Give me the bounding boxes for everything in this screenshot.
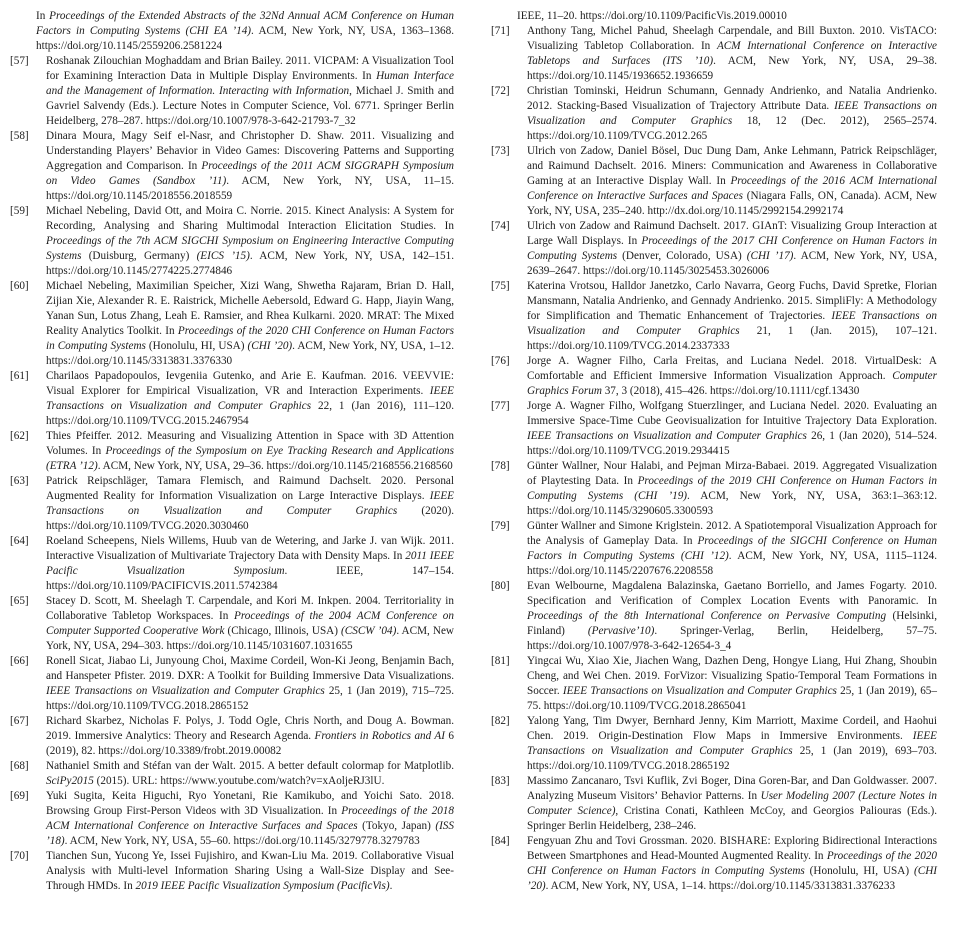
reference-venue-italic: IEEE Transactions on Visualization and Computer Graphics	[46, 685, 325, 697]
reference-venue-italic: Proceedings of the 7th ACM SIGCHI Symposium on Engineering Interactive Computing Systems	[46, 235, 454, 262]
reference-number: [66]	[10, 655, 29, 667]
reference-text-run: Yuki Sugita, Keita Higuchi, Ryo Yonetani, Rie Kamikubo, and Yoichi Sato. 2018. Browsing Group First-Person Videos with 3D Visualization. In	[46, 790, 454, 817]
reference-text-run: . ACM, New York, NY, USA, 363:1–363:12. https://doi.org/10.1145/3290605.3300593	[527, 490, 938, 517]
reference-text	[46, 54, 454, 129]
reference-text-run: . ACM, New York, NY, USA, 1–14. https://doi.org/10.1145/3313831.3376233	[545, 880, 896, 892]
reference-text-run: .	[389, 880, 393, 892]
reference-entry	[491, 354, 937, 399]
reference-text-run: (Helsinki, Finland)	[527, 610, 937, 637]
reference-text	[527, 219, 937, 279]
reference-number: [75]	[491, 280, 510, 292]
reference-text-run: Stacey D. Scott, M. Sheelagh T. Carpendale, and Kori M. Inkpen. 2004. Territoriality in Collaborative Tabletop Workspaces. In	[46, 595, 454, 622]
reference-text-run: Tianchen Sun, Yucong Ye, Issei Fujishiro, and Kwan-Liu Ma. 2019. Collaborative Visual Analysis with Multi-level Information Sharing Using a Wall-Size Display and See-Through HMDs. In	[46, 850, 454, 892]
reference-text-run: 22, 1 (Jan 2016), 111–120. https://doi.org/10.1109/TVCG.2015.2467954	[46, 400, 454, 427]
reference-text	[527, 24, 937, 84]
reference-text	[46, 279, 454, 369]
reference-entry	[491, 279, 937, 354]
reference-text	[46, 654, 454, 714]
reference-number: [58]	[10, 130, 29, 142]
reference-text-run: . ACM, New York, NY, USA, 294–303. https://doi.org/10.1145/1031607.1031655	[46, 625, 455, 652]
reference-text	[517, 9, 937, 24]
reference-venue-italic: ACM International Conference on Interactive Tabletops and Surfaces (ITS ’10)	[527, 40, 937, 67]
reference-text	[527, 654, 937, 714]
reference-entry	[491, 459, 937, 519]
reference-text-run: In	[36, 10, 50, 22]
reference-text-run: Massimo Zancanaro, Tsvi Kuflik, Zvi Boger, Dina Goren-Bar, and Dan Goldwasser. 2007. Analyzing Museum Visitors’ Behavior Patterns. In	[527, 775, 937, 802]
reference-venue-italic: Proceedings of the 2016 ACM International Conference on Interactive Surfaces and Spaces	[527, 175, 938, 202]
reference-text-run: . ACM, New York, NY, USA, 55–60. https://doi.org/10.1145/3279778.3279783	[64, 835, 420, 847]
reference-text-run: Thies Pfeiffer. 2012. Measuring and Visualizing Attention in Space with 3D Attention Volumes. In	[46, 430, 454, 457]
reference-text-run: Jorge A. Wagner Filho, Wolfgang Stuerzlinger, and Luciana Nedel. 2020. Evaluating an Immersive Space-Time Cube Geovisualization for Intuitive Trajectory Data Exploration.	[527, 400, 937, 427]
reference-venue-italic: Proceedings of the SIGCHI Conference on Human Factors in Computing Systems (CHI ’12)	[527, 535, 937, 562]
reference-text-run: 26, 1 (Jan 2020), 514–524. https://doi.org/10.1109/TVCG.2019.2934415	[527, 430, 938, 457]
reference-text-run: Dinara Moura, Magy Seif el-Nasr, and Christopher D. Shaw. 2011. Visualizing and Understanding Players’ Behavior in Video Games: Discovering Patterns and Supporting Aggregation and Comparison. In	[46, 130, 454, 172]
reference-venue-italic: 2011 IEEE Pacific Visualization Symposium	[46, 550, 454, 577]
reference-venue-italic: SciPy2015	[46, 775, 94, 787]
reference-text-run: 25, 1 (Jan 2019), 715–725. https://doi.org/10.1109/TVCG.2018.2865152	[46, 685, 454, 712]
reference-venue-italic: 2019 IEEE Pacific Visualization Symposium (PacificVis)	[135, 880, 390, 892]
reference-text	[527, 399, 937, 459]
reference-text	[527, 459, 937, 519]
reference-text-run: 21, 1 (Jan. 2015), 107–121. https://doi.org/10.1109/TVCG.2014.2337333	[527, 325, 937, 352]
reference-entry	[10, 789, 454, 849]
reference-venue-italic: (CSCW ’04)	[341, 625, 397, 637]
reference-number: [64]	[10, 535, 29, 547]
reference-venue-italic: Proceedings of the Extended Abstracts of the 32Nd Annual ACM Conference on Human Factors in Computing Systems (CHI EA ’14)	[36, 10, 454, 37]
reference-number: [76]	[491, 355, 510, 367]
reference-number: [69]	[10, 790, 29, 802]
reference-number: [57]	[10, 55, 29, 67]
reference-venue-italic: (EICS ’15)	[196, 250, 250, 262]
reference-venue-italic: IEEE Transactions on Visualization and Computer Graphics	[527, 730, 937, 757]
reference-text-run: (Honolulu, HI, USA)	[145, 340, 248, 352]
reference-number: [78]	[491, 460, 510, 472]
reference-text-run: Christian Tominski, Heidrun Schumann, Gennady Andrienko, and Natalia Andrienko. 2012. Stacking-Based Visualization of Trajectory Attribute Data.	[527, 85, 937, 112]
reference-entry	[10, 369, 454, 429]
reference-text	[46, 474, 454, 534]
reference-text-run: . IEEE, 147–154. https://doi.org/10.1109/PACIFICVIS.2011.5742384	[46, 565, 454, 592]
reference-number: [81]	[491, 655, 510, 667]
reference-entry	[491, 84, 937, 144]
reference-text	[46, 714, 454, 759]
reference-text-run: Fengyuan Zhu and Tovi Grossman. 2020. BISHARE: Exploring Bidirectional Interactions Between Smartphones and Head-Mounted Augmented Reality. In	[527, 835, 937, 862]
reference-text-run: Ulrich von Zadow, Daniel Bösel, Duc Dung Dam, Anke Lehmann, Patrick Reipschläger, and Raimund Dachselt. 2016. Miners: Communication and Awareness in Collaborative Gaming at an Interactive Display Wall. In	[527, 145, 937, 187]
reference-entry-continuation	[491, 9, 937, 24]
reference-text-run: Günter Wallner, Nour Halabi, and Pejman Mirza-Babaei. 2019. Aggregated Visualization of Playtesting Data. In	[527, 460, 937, 487]
reference-entry	[491, 714, 937, 774]
reference-venue-italic: IEEE Transactions on Visualization and Computer Graphics	[562, 685, 837, 697]
reference-text-run: 6 (2019), 82. https://doi.org/10.3389/frobt.2019.00082	[46, 730, 455, 757]
reference-text-run: Roeland Scheepens, Niels Willems, Huub van de Wetering, and Jarke J. van Wijk. 2011. Interactive Visualization of Multivariate Trajectory Data with Density Maps. In	[46, 535, 454, 562]
reference-text-run: IEEE, 11–20. https://doi.org/10.1109/PacificVis.2019.00010	[517, 10, 787, 22]
reference-entry	[491, 519, 937, 579]
reference-entry	[10, 129, 454, 204]
reference-text-run: Jorge A. Wagner Filho, Carla Freitas, and Luciana Nedel. 2018. VirtualDesk: A Comfortable and Efficient Immersive Information Visualization Approach.	[527, 355, 937, 382]
reference-venue-italic: Proceedings of the 2020 CHI Conference on Human Factors in Computing Systems	[46, 325, 454, 352]
reference-venue-italic: (CHI ’17)	[746, 250, 794, 262]
reference-number: [67]	[10, 715, 29, 727]
reference-text	[36, 9, 454, 54]
reference-number: [65]	[10, 595, 29, 607]
reference-venue-italic: (ISS ’18)	[46, 820, 454, 847]
reference-text-run: Michael Nebeling, Maximilian Speicher, Xizi Wang, Shwetha Rajaram, Brian D. Hall, Zijian Xie, Alexander R. E. Raistrick, Michelle Aebersold, Edward G. Happ, Jiayin Wang, Yanan Sun, Lotus Zhang, Leah E. Ramsier, and Rhea Kulkarni. 2020. MRAT: The Mixed Reality Analytics Toolkit. In	[46, 280, 454, 337]
reference-text-run: . ACM, New York, NY, USA, 11–15. https://doi.org/10.1145/2018556.2018559	[46, 175, 454, 202]
reference-venue-italic: IEEE Transactions on Visualization and Computer Graphics	[527, 310, 937, 337]
reference-number: [72]	[491, 85, 510, 97]
reference-text-run: . ACM, New York, NY, USA, 29–38. https://doi.org/10.1145/1936652.1936659	[527, 55, 937, 82]
reference-number: [80]	[491, 580, 510, 592]
reference-text-run: (Niagara Falls, ON, Canada). ACM, New York, NY, USA, 235–240. http://dx.doi.org/10.1145/2992154.2992174	[527, 190, 938, 217]
reference-text-run: . ACM, New York, NY, USA, 1–12. https://doi.org/10.1145/3313831.3376330	[46, 340, 454, 367]
reference-text-run: Richard Skarbez, Nicholas F. Polys, J. Todd Ogle, Chris North, and Doug A. Bowman. 2019. Immersive Analytics: Theory and Research Agenda.	[46, 715, 454, 742]
reference-venue-italic: (CHI ’20)	[247, 340, 293, 352]
reference-text-run: (Tokyo, Japan)	[357, 820, 436, 832]
reference-text-run: , Cristina Conati, Kathleen McCoy, and Georgios Paliouras (Eds.). Springer Berlin Heidelberg, 238–246.	[527, 805, 937, 832]
reference-venue-italic: IEEE Transactions on Visualization and Computer Graphics	[527, 430, 807, 442]
reference-text-run: 25, 1 (Jan 2019), 65–75. https://doi.org/10.1109/TVCG.2018.2865041	[527, 685, 937, 712]
reference-text	[527, 144, 937, 219]
reference-text-run: (Honolulu, HI, USA)	[804, 865, 914, 877]
reference-text-run: Günter Wallner and Simone Kriglstein. 2012. A Spatiotemporal Visualization Approach for the Analysis of Gameplay Data. In	[527, 520, 937, 547]
reference-entry	[10, 279, 454, 369]
reference-venue-italic: Frontiers in Robotics and AI	[314, 730, 445, 742]
reference-text	[527, 84, 937, 144]
reference-text-run: . ACM, New York, NY, USA, 1115–1124. https://doi.org/10.1145/2207676.2208558	[527, 550, 937, 577]
reference-text	[46, 534, 454, 594]
reference-entry	[491, 24, 937, 84]
reference-number: [63]	[10, 475, 29, 487]
reference-entry	[491, 834, 937, 894]
reference-text	[527, 519, 937, 579]
reference-number: [61]	[10, 370, 29, 382]
reference-venue-italic: (Pervasive’10)	[587, 625, 655, 637]
reference-text-run: (Chicago, Illinois, USA)	[224, 625, 342, 637]
reference-entry	[10, 714, 454, 759]
reference-text-run: Katerina Vrotsou, Halldor Janetzko, Carlo Navarra, Georg Fuchs, David Spretke, Florian Mansmann, Natalia Andrienko, and Gennady Andrienko. 2015. SimpliFly: A Methodology for Simplification and Thematic Enhancement of Trajectories.	[527, 280, 937, 322]
reference-text-run: Roshanak Zilouchian Moghaddam and Brian Bailey. 2011. VICPAM: A Visualization Tool for Examining Interaction Data in Multiple Display Environments. In	[46, 55, 454, 82]
reference-text	[527, 714, 937, 774]
reference-entry-continuation	[10, 9, 454, 54]
reference-text-run: Charilaos Papadopoulos, Ievgeniia Gutenko, and Arie E. Kaufman. 2016. VEEVVIE: Visual Explorer for Empirical Visualization, VR and Interaction Experiments.	[46, 370, 454, 397]
reference-venue-italic: Proceedings of the 8th International Conference on Pervasive Computing	[527, 610, 887, 622]
reference-column-right	[491, 9, 937, 894]
reference-text	[46, 429, 454, 474]
reference-text-run: Ronell Sicat, Jiabao Li, Junyoung Choi, Maxime Cordeil, Won-Ki Jeong, Benjamin Bach, and Hanspeter Pfister. 2019. DXR: A Toolkit for Building Immersive Data Visualizations.	[46, 655, 454, 682]
reference-number: [68]	[10, 760, 29, 772]
reference-entry	[491, 219, 937, 279]
reference-text-run: , Michael J. Smith and Gavriel Salvendy (Eds.). Lecture Notes in Computer Science, Vol. 6771. Springer Berlin Heidelberg, 278–287. https://doi.org/10.1007/978-3-642-21793-7_32	[46, 85, 454, 127]
reference-text	[46, 594, 454, 654]
reference-venue-italic: Proceedings of the Symposium on Eye Tracking Research and Applications (ETRA ’12)	[46, 445, 454, 472]
reference-text-run: (Duisburg, Germany)	[81, 250, 197, 262]
reference-text-run: . ACM, New York, NY, USA, 2639–2647. https://doi.org/10.1145/3025453.3026006	[527, 250, 938, 277]
reference-entry	[10, 204, 454, 279]
reference-number: [74]	[491, 220, 510, 232]
reference-text-run: 37, 3 (2018), 415–426. https://doi.org/10.1111/cgf.13430	[601, 385, 860, 397]
reference-entry	[10, 429, 454, 474]
reference-text-run: . ACM, New York, NY, USA, 1363–1368. https://doi.org/10.1145/2559206.2581224	[36, 25, 455, 52]
reference-text-run: (Denver, Colorado, USA)	[617, 250, 747, 262]
reference-text-run: . ACM, New York, NY, USA, 29–36. https://doi.org/10.1145/2168556.2168560	[97, 460, 453, 472]
reference-number: [71]	[491, 25, 510, 37]
reference-number: [77]	[491, 400, 510, 412]
reference-number: [82]	[491, 715, 510, 727]
reference-text	[527, 579, 937, 654]
reference-venue-italic: Proceedings of the 2019 CHI Conference on Human Factors in Computing Systems (CHI ’19)	[527, 475, 937, 502]
reference-column-left	[10, 9, 454, 894]
reference-number: [83]	[491, 775, 510, 787]
reference-number: [60]	[10, 280, 29, 292]
reference-text-run: Evan Welbourne, Magdalena Balazinska, Gaetano Borriello, and James Fogarty. 2010. Specification and Verification of Complex Location Events with Panoramic. In	[527, 580, 937, 607]
reference-entry	[491, 579, 937, 654]
reference-text-run: 25, 1 (Jan 2019), 693–703. https://doi.org/10.1109/TVCG.2018.2865192	[527, 745, 937, 772]
reference-text-run: Michael Nebeling, David Ott, and Moira C. Norrie. 2015. Kinect Analysis: A System for Recording, Analysing and Sharing Multimodal Interaction Elicitation Studies. In	[46, 205, 454, 232]
reference-text-run: Ulrich von Zadow and Raimund Dachselt. 2017. GIAnT: Visualizing Group Interaction at Large Wall Displays. In	[527, 220, 937, 247]
reference-venue-italic: (CHI ’20)	[527, 865, 937, 892]
reference-venue-italic: Proceedings of the 2020 CHI Conference on Human Factors in Computing Systems	[527, 850, 937, 877]
reference-text	[46, 849, 454, 894]
reference-text	[46, 369, 454, 429]
reference-venue-italic: Computer Graphics Forum	[527, 370, 937, 397]
reference-venue-italic: Proceedings of the 2011 ACM SIGGRAPH Symposium on Video Games (Sandbox ’11)	[46, 160, 454, 187]
reference-text	[527, 354, 937, 399]
reference-text-run: . ACM, New York, NY, USA, 142–151. https://doi.org/10.1145/2774225.2774846	[46, 250, 454, 277]
reference-number: [73]	[491, 145, 510, 157]
reference-text-run: 18, 12 (Dec. 2012), 2565–2574. https://doi.org/10.1109/TVCG.2012.265	[527, 115, 937, 142]
reference-venue-italic: Proceedings of the 2018 ACM International Conference on Interactive Surfaces and Spaces	[46, 805, 454, 832]
reference-entry	[10, 849, 454, 894]
reference-text-run: Yingcai Wu, Xiao Xie, Jiachen Wang, Dazhen Deng, Hongye Liang, Hui Zhang, Shoubin Cheng, and Wei Chen. 2019. ForVizor: Visualizing Spatio-Temporal Team Formations in Soccer.	[527, 655, 937, 697]
reference-text	[46, 759, 454, 789]
reference-text-run: (2020). https://doi.org/10.1109/TVCG.2020.3030460	[46, 505, 455, 532]
reference-number: [59]	[10, 205, 29, 217]
reference-text-run: (2015). URL: https://www.youtube.com/watch?v=xAoljeRJ3lU.	[93, 775, 385, 787]
reference-venue-italic: IEEE Transactions on Visualization and Computer Graphics	[46, 385, 454, 412]
reference-entry	[10, 474, 454, 534]
reference-entry	[491, 654, 937, 714]
reference-entry	[10, 594, 454, 654]
reference-number: [84]	[491, 835, 510, 847]
reference-text	[527, 279, 937, 354]
reference-venue-italic: Human Interface and the Management of Information. Interacting with Information	[46, 70, 454, 97]
reference-text-run: Anthony Tang, Michel Pahud, Sheelagh Carpendale, and Bill Buxton. 2010. VisTACO: Visualizing Tabletop Collaboration. In	[527, 25, 937, 52]
reference-entry	[10, 534, 454, 594]
reference-text-run: Yalong Yang, Tim Dwyer, Bernhard Jenny, Kim Marriott, Maxime Cordeil, and Haohui Chen. 2019. Origin-Destination Flow Maps in Immersive Environments.	[527, 715, 937, 742]
reference-text	[46, 204, 454, 279]
reference-entry	[491, 144, 937, 219]
reference-entry	[491, 399, 937, 459]
reference-entry	[10, 54, 454, 129]
reference-text-run: . Springer-Verlag, Berlin, Heidelberg, 57–75. https://doi.org/10.1007/978-3-642-12654-3_4	[527, 625, 937, 652]
reference-text	[527, 834, 937, 894]
reference-number: [62]	[10, 430, 29, 442]
reference-venue-italic: IEEE Transactions on Visualization and Computer Graphics	[46, 490, 454, 517]
reference-text	[527, 774, 937, 834]
reference-text-run: Patrick Reipschläger, Tamara Flemisch, and Raimund Dachselt. 2020. Personal Augmented Reality for Information Visualization on Large Interactive Displays.	[46, 475, 454, 502]
reference-venue-italic: Proceedings of the 2004 ACM Conference on Computer Supported Cooperative Work	[46, 610, 454, 637]
reference-entry	[491, 774, 937, 834]
reference-number: [70]	[10, 850, 29, 862]
reference-text	[46, 129, 454, 204]
reference-number: [79]	[491, 520, 510, 532]
reference-venue-italic: IEEE Transactions on Visualization and Computer Graphics	[527, 100, 937, 127]
reference-entry	[10, 759, 454, 789]
reference-venue-italic: User Modeling 2007 (Lecture Notes in Computer Science)	[527, 790, 937, 817]
reference-text	[46, 789, 454, 849]
reference-venue-italic: Proceedings of the 2017 CHI Conference on Human Factors in Computing Systems	[527, 235, 937, 262]
reference-entry	[10, 654, 454, 714]
reference-text-run: Nathaniel Smith and Stéfan van der Walt. 2015. A better default colormap for Matplotlib.	[46, 760, 454, 772]
